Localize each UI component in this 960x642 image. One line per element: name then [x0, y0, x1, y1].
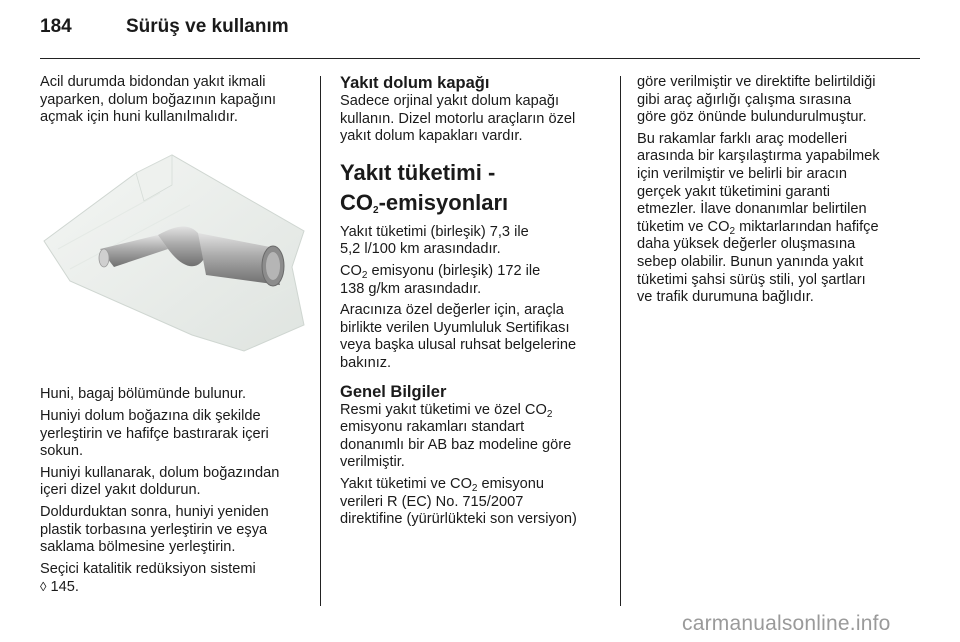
column-middle: Yakıt dolum kapağı Sadece orjinal yakıt dolum kapağı kullanın. Dizel motorlu araçların özel yakıt dolum kapakları vardır. Yakıt tüketimi - $CO_2$-emisyonları Yakıt tüketimi (birleşik) 7,3 ile 5,2 l/100 km arasındadır. $CO_2$ emisyonu (birleşik) 172 ile 138 g/km arasındadır. Aracınıza özel değerler için, araçla birlikte verilen Uyumluluk Sertifikası veya başka ulusal ruhsat belgelerine bakınız. Genel Bilgiler Resmi yakıt tüketimi ve özel $CO_2$ emisyonu rakamları standart donanımlı bir AB baz modeline göre verilmiştir. Yakıt tüketimi ve $CO_2$ emisyonu verileri R (EC) No. 715/2007 direktifine (yürürlükteki son versiyon) — [340, 74, 608, 533]
page-header — [40, 16, 289, 38]
page-reference[interactable]: 145. — [50, 579, 79, 596]
column-right: göre verilmiştir ve direktifte belirtildiği gibi araç ağırlığı çalışma sırasına göre göz önünde bulundurulmuştur. Bu rakamlar farklı araç modelleri arasında bir karşılaştırma yapabilmek için verilmiştir ve belirli bir aracın gerçek yakıt tüketimini garanti etmezler. İlave donanımlar belirtilen tüketim ve $CO_2$ miktarlarından hafifçe daha yüksek değerler oluşmasına sebep olabilir. Bunun yanında yakıt tüketimi şahsi sürüş stili, yol şartları ve trafik durumuna bağlıdır. — [637, 74, 880, 306]
heading-fuel-cap: Yakıt dolum kapağı — [340, 74, 490, 92]
page-title: Sürüş ve kullanım — [126, 16, 289, 37]
watermark: carmanualsonline.info — [682, 612, 891, 635]
column-left: Acil durumda bidondan yakıt ikmali yaparken, dolum boğazının kapağını açmak için huni kullanılmalıdır. Huni, bagaj bölümünde bulunur. Huniyi dolum boğazına dik şekilde yerleştirin ve hafifçe bastırarak içeri sokun. Huniyi kullanarak, dolum boğazından içeri dizel yakıt doldurun. Doldurduktan sonra, huniyi yeniden plastik torbasına yerleştirin ve eşya saklama bölmesine yerleştirin. Seçici katalitik redüksiyon sistemi ◊ 145. — [40, 74, 308, 601]
funnel-illustration — [40, 145, 308, 367]
heading-fuel-consumption: Yakıt tüketimi - $CO_2$-emisyonları — [340, 159, 509, 216]
intro-paragraph: Acil durumda bidondan yakıt ikmali yaparken, dolum boğazının kapağını açmak için huni kullanılmalıdır. — [40, 74, 277, 126]
heading-general-info: Genel Bilgiler — [340, 382, 447, 401]
page-number: 184 — [40, 16, 72, 37]
column-divider-right — [620, 76, 621, 606]
column-divider-left — [320, 76, 321, 606]
page-reference-arrow-icon: ◊ — [40, 579, 47, 595]
header-rule — [40, 58, 920, 59]
